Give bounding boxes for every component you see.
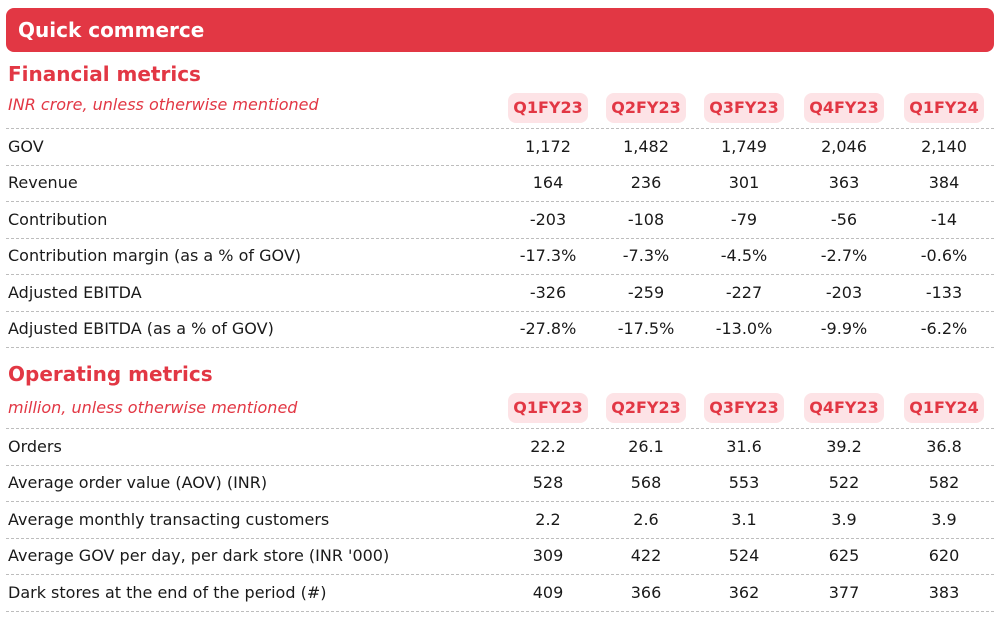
table-row bbox=[6, 575, 994, 612]
operating-row-label: Average GOV per day, per dark store (INR '000) bbox=[8, 546, 390, 566]
financial-value-cell: -133 bbox=[925, 282, 963, 302]
operating-value-cell: 3.1 bbox=[731, 509, 757, 529]
operating-value-cell: 36.8 bbox=[926, 437, 962, 456]
financial-value-cell: 301 bbox=[728, 173, 760, 193]
financial-header-q1fy24: Q1FY24 bbox=[904, 93, 984, 123]
financial-header-q2fy23: Q2FY23 bbox=[606, 93, 686, 123]
financial-header-q3fy23: Q3FY23 bbox=[704, 93, 784, 123]
operating-value-cell: 383 bbox=[928, 582, 960, 602]
operating-value-cell: 2.6 bbox=[633, 509, 659, 529]
operating-row-label: Average order value (AOV) (INR) bbox=[8, 473, 268, 493]
financial-value-cell: -259 bbox=[627, 282, 665, 302]
financial-value-cell: -0.6% bbox=[920, 246, 968, 266]
operating-value-cell: 31.6 bbox=[726, 437, 762, 456]
financial-value-cell: -203 bbox=[825, 282, 863, 302]
operating-value-cell: 625 bbox=[828, 546, 860, 566]
operating-value-cell: 528 bbox=[532, 473, 564, 493]
financial-value-cell: 236 bbox=[630, 173, 662, 193]
financial-value-cell: 363 bbox=[828, 173, 860, 193]
financial-value-cell: -108 bbox=[627, 209, 665, 229]
financial-value-cell: -9.9% bbox=[820, 319, 868, 338]
operating-metrics-title: Operating metrics bbox=[8, 362, 213, 386]
financial-unit-note: INR crore, unless otherwise mentioned bbox=[8, 95, 319, 114]
operating-header-q1fy24: Q1FY24 bbox=[904, 393, 984, 423]
financial-row-label: GOV bbox=[8, 137, 44, 156]
operating-value-cell: 553 bbox=[728, 473, 760, 493]
operating-header-q3fy23: Q3FY23 bbox=[704, 393, 784, 423]
financial-metrics-title: Financial metrics bbox=[8, 62, 201, 86]
table-row bbox=[6, 202, 994, 239]
operating-value-cell: 366 bbox=[630, 582, 662, 602]
financial-value-cell: -56 bbox=[830, 209, 858, 229]
operating-value-cell: 422 bbox=[630, 546, 662, 566]
financial-row-label: Adjusted EBITDA (as a % of GOV) bbox=[8, 319, 274, 338]
operating-value-cell: 309 bbox=[532, 546, 564, 566]
financial-header-q4fy23: Q4FY23 bbox=[804, 93, 884, 123]
financial-value-cell: 2,140 bbox=[921, 137, 967, 156]
operating-value-cell: 582 bbox=[928, 473, 960, 493]
financial-value-cell: -79 bbox=[730, 209, 758, 229]
financial-value-cell: 1,482 bbox=[623, 137, 669, 156]
section-banner bbox=[6, 8, 994, 52]
financial-value-cell: 2,046 bbox=[821, 137, 867, 156]
financial-value-cell: -14 bbox=[930, 209, 958, 229]
operating-row-label: Average monthly transacting customers bbox=[8, 509, 330, 529]
operating-header-q1fy23: Q1FY23 bbox=[508, 393, 588, 423]
operating-value-cell: 2.2 bbox=[535, 509, 561, 529]
financial-value-cell: -4.5% bbox=[720, 246, 768, 266]
table-row bbox=[6, 165, 994, 202]
financial-value-cell: -2.7% bbox=[820, 246, 868, 266]
operating-value-cell: 377 bbox=[828, 582, 860, 602]
financial-value-cell: 164 bbox=[532, 173, 564, 193]
financial-value-cell: -17.3% bbox=[519, 246, 577, 266]
operating-header-q4fy23: Q4FY23 bbox=[804, 393, 884, 423]
financial-header-q1fy23: Q1FY23 bbox=[508, 93, 588, 123]
operating-value-cell: 568 bbox=[630, 473, 662, 493]
operating-value-cell: 620 bbox=[928, 546, 960, 566]
operating-value-cell: 26.1 bbox=[628, 437, 664, 456]
operating-row-label: Dark stores at the end of the period (#) bbox=[8, 582, 327, 602]
operating-value-cell: 39.2 bbox=[826, 437, 862, 456]
financial-row-label: Adjusted EBITDA bbox=[8, 282, 142, 302]
operating-value-cell: 522 bbox=[828, 473, 860, 493]
financial-row-label: Contribution bbox=[8, 209, 108, 229]
financial-value-cell: -27.8% bbox=[519, 319, 577, 338]
operating-value-cell: 22.2 bbox=[530, 437, 566, 456]
table-row bbox=[6, 129, 994, 166]
financial-value-cell: 1,172 bbox=[525, 137, 571, 156]
financial-value-cell: 1,749 bbox=[721, 137, 767, 156]
operating-header-q2fy23: Q2FY23 bbox=[606, 393, 686, 423]
table-row bbox=[6, 238, 994, 275]
financial-value-cell: 384 bbox=[928, 173, 960, 193]
financial-value-cell: -13.0% bbox=[715, 319, 773, 338]
financial-value-cell: -203 bbox=[529, 209, 567, 229]
table-row bbox=[6, 429, 994, 466]
operating-unit-note: million, unless otherwise mentioned bbox=[8, 398, 298, 417]
table-row bbox=[6, 311, 994, 348]
financial-value-cell: -17.5% bbox=[617, 319, 675, 338]
financial-value-cell: -6.2% bbox=[920, 319, 968, 338]
banner-title: Quick commerce bbox=[18, 18, 205, 42]
table-row bbox=[6, 465, 994, 502]
operating-value-cell: 409 bbox=[532, 582, 564, 602]
financial-value-cell: -326 bbox=[529, 282, 567, 302]
table-row bbox=[6, 502, 994, 539]
table-row bbox=[6, 538, 994, 575]
operating-value-cell: 362 bbox=[728, 582, 760, 602]
operating-value-cell: 3.9 bbox=[831, 509, 857, 529]
table-row bbox=[6, 275, 994, 312]
operating-value-cell: 524 bbox=[728, 546, 760, 566]
financial-row-label: Contribution margin (as a % of GOV) bbox=[8, 246, 301, 266]
financial-row-label: Revenue bbox=[8, 173, 78, 193]
operating-row-label: Orders bbox=[8, 437, 62, 456]
operating-value-cell: 3.9 bbox=[931, 509, 957, 529]
financial-value-cell: -227 bbox=[725, 282, 763, 302]
financial-value-cell: -7.3% bbox=[622, 246, 670, 266]
